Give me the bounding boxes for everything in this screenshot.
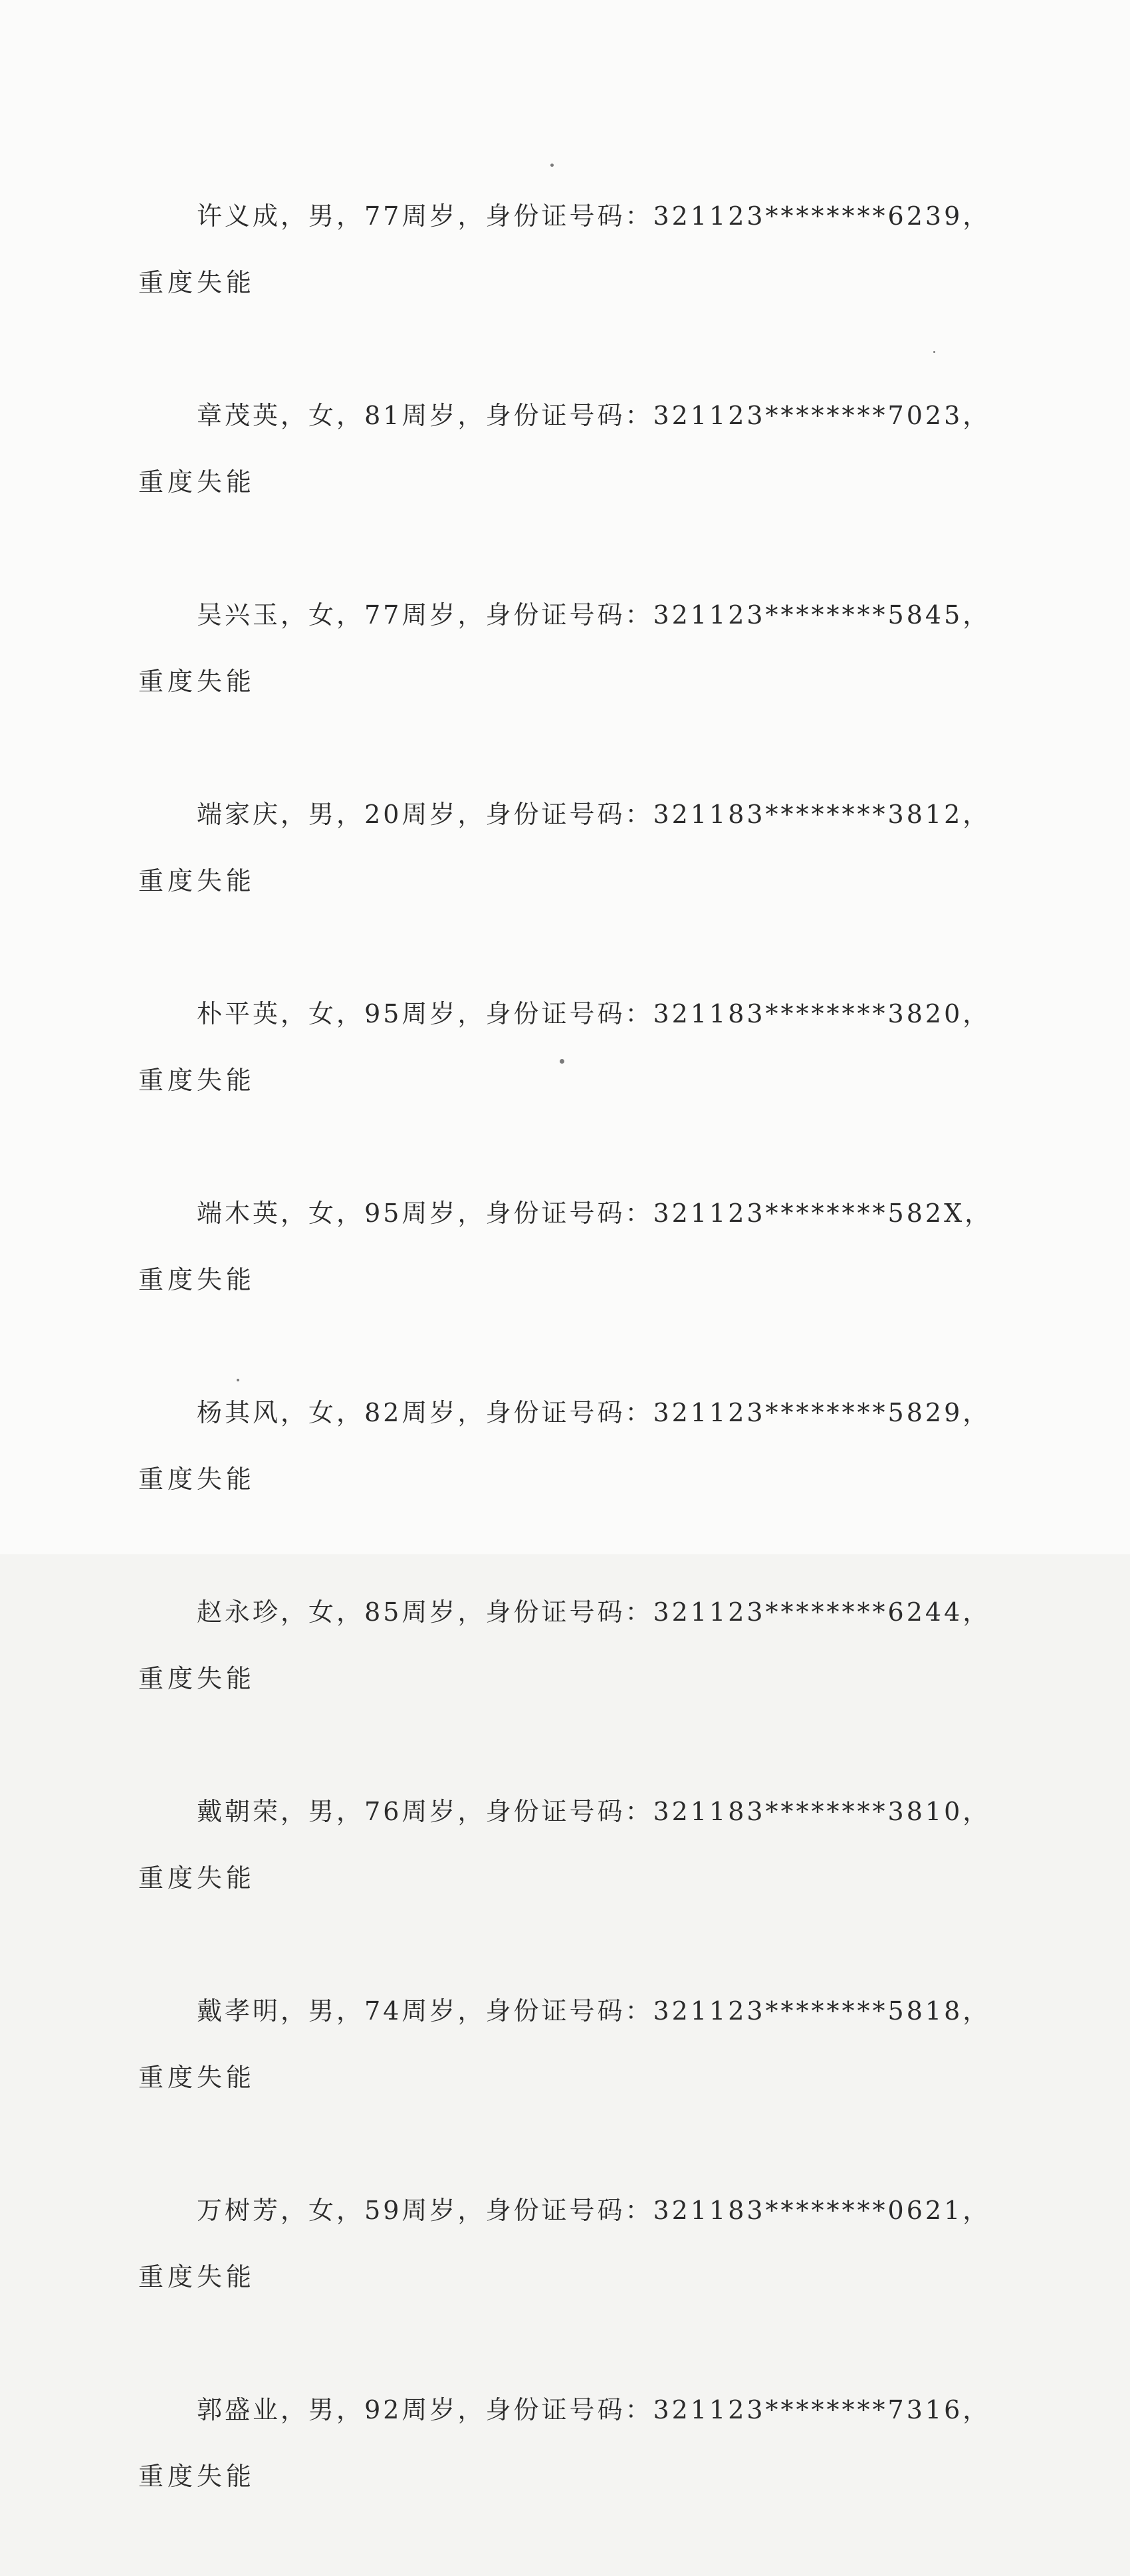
person-age: 92 [364,2395,402,2424]
person-gender: 男 [308,2395,337,2424]
list-item [0,382,1130,582]
id-label: 身份证号码 [485,1797,625,1826]
id-label: 身份证号码 [485,401,625,430]
id-number: 321123********6244 [653,1597,963,1627]
person-name: 许义成 [197,201,281,231]
age-unit: 周岁 [401,1996,458,2026]
disability-status: 重度失能 [138,2462,256,2491]
list-item [0,2377,1130,2576]
disability-status: 重度失能 [138,467,256,497]
id-label: 身份证号码 [485,1199,625,1228]
age-unit: 周岁 [401,999,458,1028]
list-item [0,2177,1130,2377]
id-number: 321183********3820 [653,999,963,1028]
list-item [0,1379,1130,1579]
id-number: 321123********7023 [653,401,963,430]
person-age: 82 [364,1398,402,1427]
entry-main-line: 章茂英，女，81周岁，身份证号码：321123********7023， [197,401,991,430]
person-gender: 男 [308,800,337,829]
person-name: 赵永珍 [197,1597,281,1627]
id-number: 321183********3812 [653,800,963,829]
person-name: 端家庆 [197,800,281,829]
age-unit: 周岁 [401,1797,458,1826]
age-unit: 周岁 [401,1199,458,1228]
entry-main-line: 端家庆，男，20周岁，身份证号码：321183********3812， [197,800,991,829]
id-label: 身份证号码 [485,600,625,630]
entry-main-line: 赵永珍，女，85周岁，身份证号码：321123********6244， [197,1597,991,1627]
person-gender: 女 [308,1199,337,1228]
id-label: 身份证号码 [485,201,625,231]
disability-status: 重度失能 [138,1863,256,1893]
id-number: 321123********5845 [653,600,963,630]
scan-speck [550,164,554,167]
person-age: 95 [364,1199,402,1228]
person-name: 戴孝明 [197,1996,281,2026]
entry-main-line: 端木英，女，95周岁，身份证号码：321123********582X， [197,1199,993,1228]
person-gender: 女 [308,1597,337,1627]
list-item [0,1180,1130,1379]
person-age: 59 [364,2196,402,2225]
id-label: 身份证号码 [485,2395,625,2424]
age-unit: 周岁 [401,2395,458,2424]
age-unit: 周岁 [401,401,458,430]
person-name: 吴兴玉 [197,600,281,630]
id-number: 321123********5829 [653,1398,963,1427]
entry-main-line: 吴兴玉，女，77周岁，身份证号码：321123********5845， [197,600,991,630]
id-number: 321123********7316 [653,2395,963,2424]
list-item [0,1778,1130,1978]
person-age: 81 [364,401,402,430]
list-item [0,582,1130,781]
person-age: 77 [364,600,402,630]
person-gender: 女 [308,1398,337,1427]
list-item [0,1978,1130,2177]
entry-main-line: 许义成，男，77周岁，身份证号码：321123********6239， [197,201,991,231]
id-label: 身份证号码 [485,999,625,1028]
disability-status: 重度失能 [138,1265,256,1294]
id-label: 身份证号码 [485,1398,625,1427]
id-number: 321183********3810 [653,1797,963,1826]
disability-status: 重度失能 [138,1066,256,1095]
person-name: 端木英 [197,1199,281,1228]
id-number: 321183********0621 [653,2196,963,2225]
person-gender: 男 [308,1797,337,1826]
age-unit: 周岁 [401,1597,458,1627]
person-gender: 女 [308,2196,337,2225]
person-age: 74 [364,1996,402,2026]
person-name: 章茂英 [197,401,281,430]
disability-status: 重度失能 [138,667,256,696]
list-item [0,781,1130,981]
person-gender: 女 [308,999,337,1028]
person-age: 77 [364,201,402,231]
entry-main-line: 朴平英，女，95周岁，身份证号码：321183********3820， [197,999,991,1028]
disability-status: 重度失能 [138,268,256,297]
entry-main-line: 戴孝明，男，74周岁，身份证号码：321123********5818， [197,1996,991,2026]
person-gender: 男 [308,1996,337,2026]
id-number: 321123********582X [653,1199,965,1228]
list-item [0,183,1130,382]
age-unit: 周岁 [401,800,458,829]
id-label: 身份证号码 [485,1996,625,2026]
disability-status: 重度失能 [138,1464,256,1494]
person-age: 85 [364,1597,402,1627]
id-label: 身份证号码 [485,1597,625,1627]
person-list [0,183,1130,2576]
id-number: 321123********6239 [653,201,963,231]
id-label: 身份证号码 [485,800,625,829]
disability-status: 重度失能 [138,2262,256,2291]
person-gender: 女 [308,401,337,430]
person-gender: 女 [308,600,337,630]
disability-status: 重度失能 [138,1664,256,1693]
age-unit: 周岁 [401,201,458,231]
person-name: 戴朝荣 [197,1797,281,1826]
age-unit: 周岁 [401,1398,458,1427]
entry-main-line: 戴朝荣，男，76周岁，身份证号码：321183********3810， [197,1797,991,1826]
list-item [0,1579,1130,1778]
id-number: 321123********5818 [653,1996,963,2026]
person-age: 76 [364,1797,402,1826]
id-label: 身份证号码 [485,2196,625,2225]
disability-status: 重度失能 [138,866,256,895]
entry-main-line: 郭盛业，男，92周岁，身份证号码：321123********7316， [197,2395,991,2424]
person-age: 20 [364,800,402,829]
list-item [0,981,1130,1180]
age-unit: 周岁 [401,600,458,630]
person-name: 杨其风 [197,1398,281,1427]
person-name: 郭盛业 [197,2395,281,2424]
person-age: 95 [364,999,402,1028]
age-unit: 周岁 [401,2196,458,2225]
entry-main-line: 万树芳，女，59周岁，身份证号码：321183********0621， [197,2196,991,2225]
person-name: 万树芳 [197,2196,281,2225]
disability-status: 重度失能 [138,2063,256,2092]
person-gender: 男 [308,201,337,231]
entry-main-line: 杨其风，女，82周岁，身份证号码：321123********5829， [197,1398,991,1427]
person-name: 朴平英 [197,999,281,1028]
